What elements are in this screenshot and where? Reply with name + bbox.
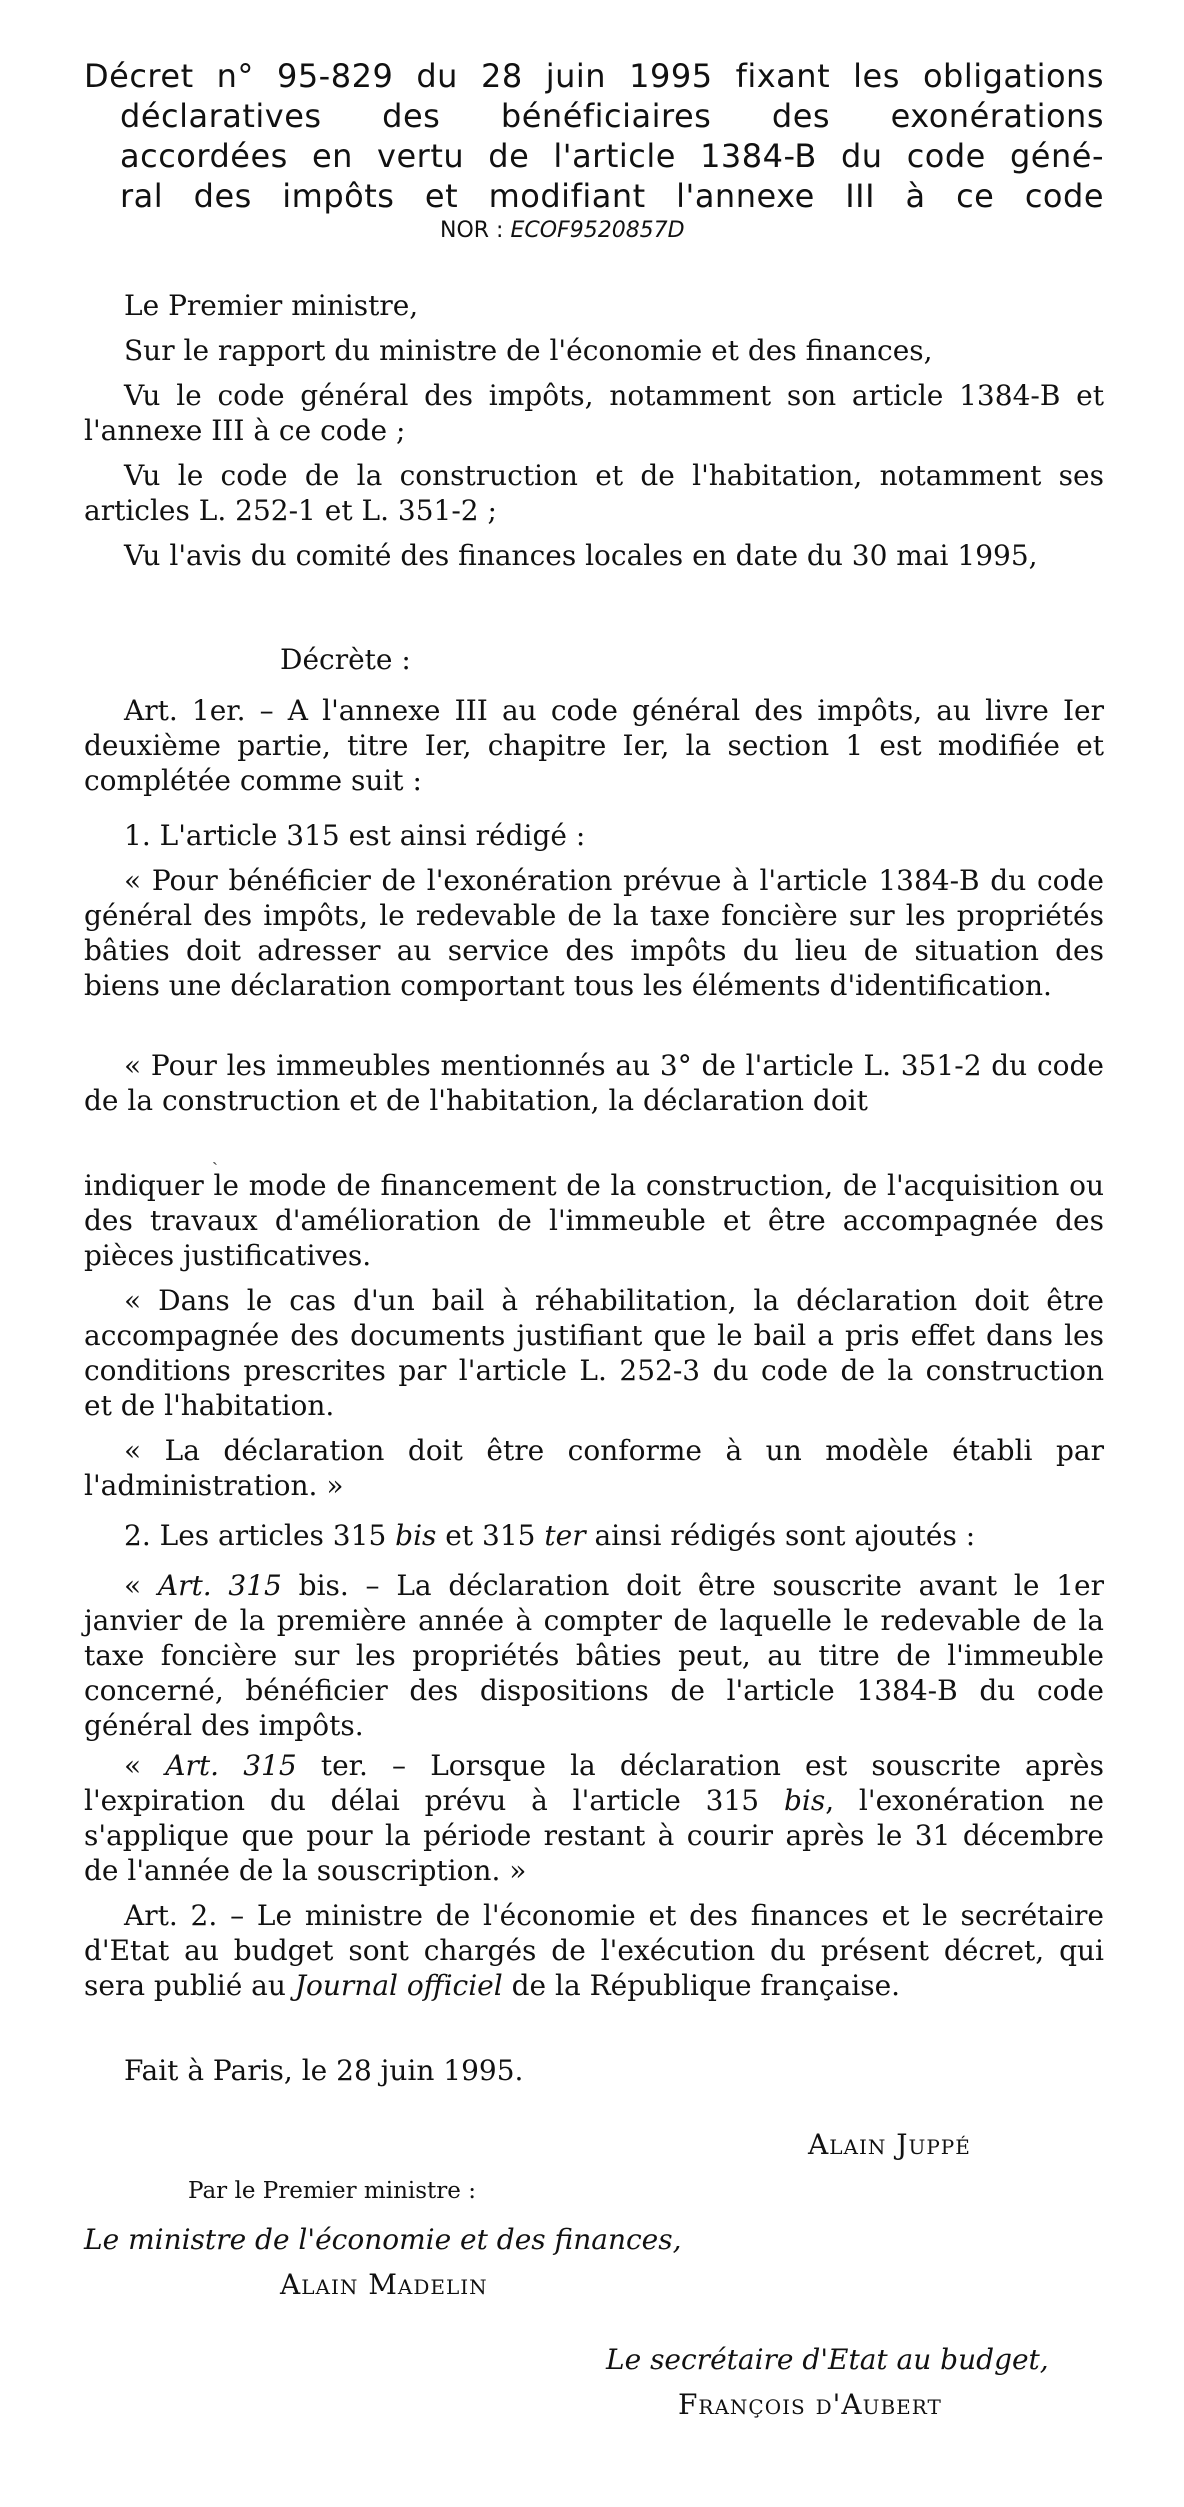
- art1-quote-4: « La déclaration doit être conforme à un modèle établi par l'administration. »: [84, 1434, 1104, 1502]
- item2-ter: ter: [544, 1519, 586, 1552]
- nor-code: ECOF9520857D: [510, 218, 685, 243]
- art2-text-1: Art. 2. – Le ministre de l'économie et des finances et le secrétaire d'Etat au budget sont chargés de l'exécution du présent décret, qui sera publié au: [84, 1899, 1104, 2002]
- ministre-economie-title: Le ministre de l'économie et des finances,: [84, 2223, 682, 2256]
- nor-label: NOR :: [440, 218, 504, 243]
- signature-premier-ministre: Alain Juppé: [808, 2128, 971, 2161]
- ter-open: «: [124, 1749, 166, 1782]
- art1-quote-1: « Pour bénéficier de l'exonération prévue à l'article 1384-B du code général des impôts, le redevable de la taxe foncière sur les propriétés bâties doit adresser au service des impôts du lieu de situation des biens une déclaration comportant tous les éléments d'identification.: [84, 864, 1104, 1002]
- nor-reference: [440, 218, 840, 243]
- bis-text: bis. – La déclaration doit être souscrite avant le 1er janvier de la première année à compter de laquelle le redevable de la taxe foncière sur les propriétés bâties peut, au titre de l'immeuble concerné, bénéficier des dispositions de l'article 1384-B du code général des impôts.: [84, 1569, 1104, 1742]
- par-le-premier-ministre: Par le Premier ministre :: [188, 2178, 476, 2204]
- item2-pre: 2. Les articles 315: [124, 1519, 396, 1552]
- title-line-3: accordées en vertu de l'article 1384-B du code géné-: [120, 137, 1104, 175]
- bis-open: «: [124, 1569, 158, 1602]
- preamble-vu-cch: Vu le code de la construction et de l'habitation, notamment ses articles L. 252-1 et L. 351-2 ;: [84, 459, 1104, 527]
- art2-paragraph: [84, 1898, 1104, 2003]
- art2-journal-officiel: Journal officiel: [294, 1969, 503, 2002]
- art-315-ter: [84, 1748, 1104, 1888]
- item2-post: ainsi rédigés sont ajoutés :: [585, 1519, 976, 1552]
- fait-a-paris: Fait à Paris, le 28 juin 1995.: [124, 2054, 524, 2087]
- art2-text-2: de la République française.: [502, 1969, 901, 2002]
- preamble-rapport: Sur le rapport du ministre de l'économie et des finances,: [124, 334, 933, 367]
- bis-art-label: Art. 315: [157, 1569, 282, 1602]
- art-315-bis: [84, 1568, 1104, 1743]
- art1-quote-2a: « Pour les immeubles mentionnés au 3° de l'article L. 351-2 du code de la construction et de l'habitation, la déclaration doit: [84, 1049, 1104, 1117]
- secretaire-etat-title: Le secrétaire d'Etat au budget,: [606, 2343, 1049, 2376]
- ter-bis: bis: [783, 1784, 826, 1817]
- item2-mid: et 315: [436, 1519, 545, 1552]
- secretaire-etat-name: François d'Aubert: [678, 2388, 942, 2421]
- preamble-vu-avis: Vu l'avis du comité des finances locales en date du 30 mai 1995,: [124, 539, 1038, 572]
- ministre-economie-name: Alain Madelin: [280, 2268, 488, 2301]
- art1-item-1: 1. L'article 315 est ainsi rédigé :: [124, 819, 586, 852]
- preamble-premier-ministre: Le Premier ministre,: [124, 289, 419, 322]
- scan-mark: ˎ: [212, 1145, 218, 1166]
- title-line-1: Décret n° 95-829 du 28 juin 1995 fixant les obligations: [84, 57, 1104, 95]
- art1-intro: Art. 1er. – A l'annexe III au code général des impôts, au livre Ier deuxième partie, titre Ier, chapitre Ier, la section 1 est modifiée et complétée comme suit :: [84, 694, 1104, 797]
- decrete-heading: Décrète :: [280, 643, 411, 676]
- title-line-2: déclaratives des bénéficiaires des exonérations: [120, 97, 1104, 135]
- art1-item-2: [84, 1518, 1104, 1553]
- title-line-4: ral des impôts et modifiant l'annexe III à ce code: [120, 177, 1104, 215]
- art1-quote-3: « Dans le cas d'un bail à réhabilitation, la déclaration doit être accompagnée des documents justifiant que le bail a pris effet dans les conditions prescrites par l'article L. 252-3 du code de la construction et de l'habitation.: [84, 1284, 1104, 1422]
- item2-bis: bis: [395, 1519, 437, 1552]
- ter-text-2: , l'exonération ne s'applique que pour la période restant à courir après le 31 décembre de l'année de la souscription. »: [84, 1784, 1104, 1887]
- ter-text-1: ter. – Lorsque la déclaration est souscrite après l'expiration du délai prévu à l'article 315: [84, 1749, 1104, 1817]
- preamble-vu-cgi: Vu le code général des impôts, notamment son article 1384-B et l'annexe III à ce code ;: [84, 379, 1104, 447]
- ter-art-label: Art. 315: [165, 1749, 297, 1782]
- art1-quote-2b: indiquer le mode de financement de la construction, de l'acquisition ou des travaux d'amélioration de l'immeuble et être accompagnée des pièces justificatives.: [84, 1169, 1104, 1272]
